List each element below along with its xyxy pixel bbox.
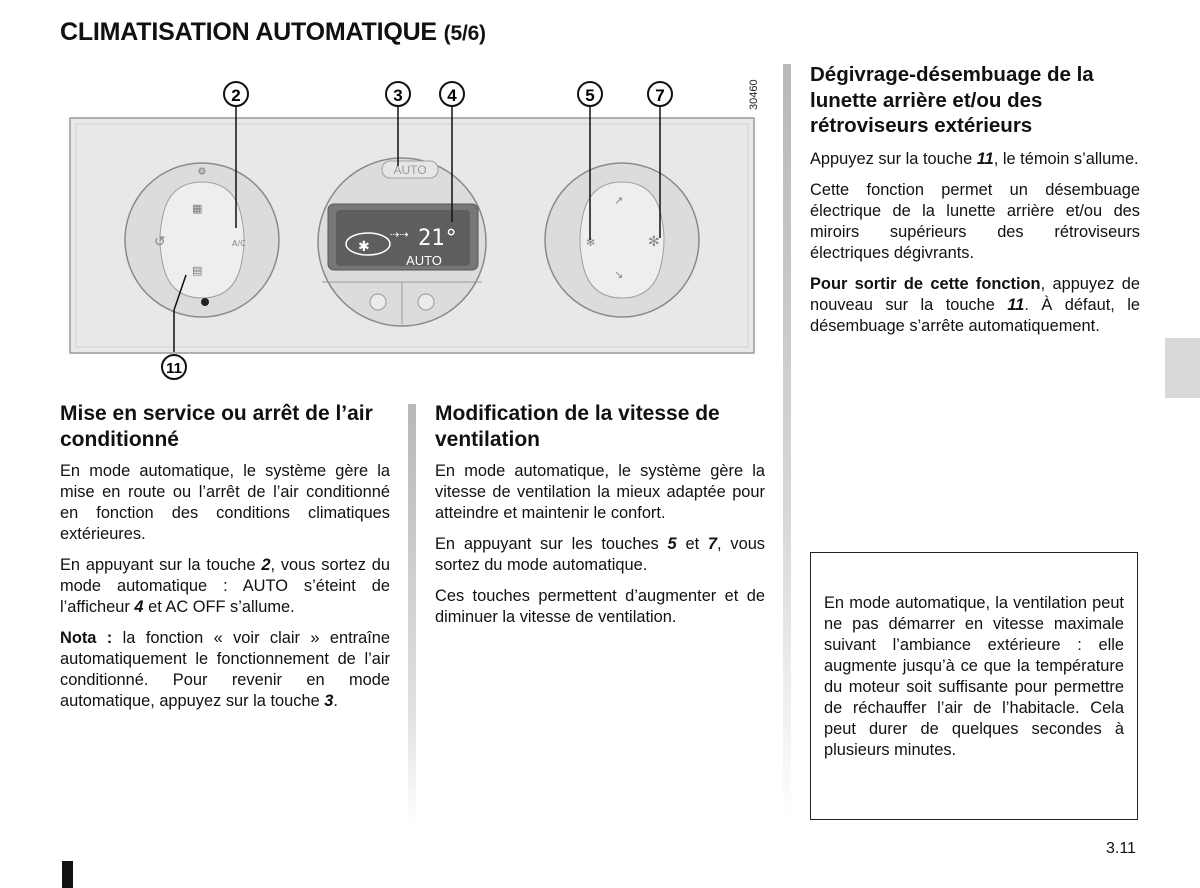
svg-text:5: 5 xyxy=(585,86,595,105)
svg-text:7: 7 xyxy=(655,86,665,105)
svg-text:4: 4 xyxy=(447,86,457,105)
ac-off-icon: A/C xyxy=(232,239,246,248)
fan-speed-up-icon: ✻ xyxy=(648,234,660,250)
page-title-main: CLIMATISATION AUTOMATIQUE xyxy=(60,18,437,46)
paragraph: En mode automatique, le système gère la mise en route ou l’arrêt de l’air conditionné en fonction des conditions climatiques extérieures. xyxy=(60,462,390,543)
display-airflow-icon: ⇢⇢ xyxy=(390,228,409,241)
callout-4 xyxy=(440,82,464,106)
fan-speed-down-icon: ✻ xyxy=(586,236,596,249)
temp-up-button xyxy=(418,294,434,310)
key-reference: 4 xyxy=(134,598,144,616)
page-number: 3.11 xyxy=(1106,840,1136,857)
note-box xyxy=(810,552,1138,820)
temp-down-button xyxy=(370,294,386,310)
display-mode: AUTO xyxy=(406,253,442,268)
section-defrost xyxy=(810,62,1140,347)
key-reference: 7 xyxy=(707,535,718,553)
defrost-indicator-led xyxy=(201,298,209,306)
callout-5 xyxy=(578,82,602,106)
callout-3 xyxy=(386,82,410,106)
note-box-text: En mode automatique, la ventilation peut ne pas démarrer en vitesse maximale suivant l’ambiance extérieure : elle augmente jusqu’à ce que la température du moteur soit suffisante pour permettre de réchauffer l’air de l’habitacle. Cela peut durer de quelques secondes à plusieurs minutes. xyxy=(824,594,1124,759)
display-temperature: 21° xyxy=(418,226,458,251)
key-reference: 3 xyxy=(324,692,334,710)
climate-panel-figure xyxy=(60,70,770,390)
callout-2 xyxy=(224,82,248,106)
note-label: Nota : xyxy=(60,629,113,647)
chapter-tab xyxy=(1165,338,1200,398)
airflow-down-icon: ↘ xyxy=(614,268,624,281)
paragraph: Ces touches permettent d’augmenter et de diminuer la vitesse de ventilation. xyxy=(435,587,765,626)
paragraph: En appuyant sur la touche 2, vous sortez du mode automatique : AUTO s’éteint de l’afficheur 4 et AC OFF s’allume. xyxy=(60,556,391,616)
paragraph: Pour sortir de cette fonction, appuyez de nouveau sur la touche 11. À défaut, le désembuage s’arrête automatiquement. xyxy=(810,274,1141,335)
key-reference: 5 xyxy=(667,535,677,553)
corner-mark xyxy=(62,861,73,888)
section-heading: Mise en service ou arrêt de l’air conditionné xyxy=(60,402,373,451)
section-air-conditioning xyxy=(60,401,390,722)
key-reference: 11 xyxy=(976,149,994,168)
section-fan-speed xyxy=(435,401,765,638)
section-bar-right xyxy=(783,64,791,824)
display-fan-icon: ✱ xyxy=(358,239,370,255)
callout-7 xyxy=(648,82,672,106)
recirculation-icon: ↺ xyxy=(154,234,166,250)
page-title xyxy=(60,18,486,47)
svg-text:11: 11 xyxy=(166,360,182,377)
note-paragraph: Nota : la fonction « voir clair » entraîne automatiquement le fonctionnement de l’air conditionné. Pour revenir en mode automatique, appuyez sur la touche 3. xyxy=(60,629,390,710)
key-reference: 2 xyxy=(261,556,271,574)
climate-panel-illustration xyxy=(60,70,770,390)
section-bar-middle xyxy=(408,404,416,824)
callout-11 xyxy=(162,355,186,379)
svg-text:2: 2 xyxy=(231,86,241,105)
paragraph: Appuyez sur la touche 11, le témoin s’allume. xyxy=(810,149,1139,168)
knob-indicator-top xyxy=(199,168,205,174)
section-heading: Modification de la vitesse de ventilation xyxy=(435,402,720,451)
airflow-up-icon: ↗ xyxy=(614,194,624,207)
key-reference: 11 xyxy=(1007,295,1025,314)
rear-defrost-icon: ▦ xyxy=(192,202,203,215)
page-title-part: (5/6) xyxy=(443,22,486,45)
bold-lead: Pour sortir de cette fonction xyxy=(810,274,1041,293)
paragraph: Cette fonction permet un désembuage électrique de la lunette arrière et/ou des miroirs supérieurs des rétroviseurs électriques dégivrants. xyxy=(810,180,1140,262)
rear-window-defrost-icon: ▤ xyxy=(192,264,203,277)
paragraph: En mode automatique, le système gère la vitesse de ventilation la mieux adaptée pour atteindre et maintenir le confort. xyxy=(435,462,765,522)
svg-text:3: 3 xyxy=(393,86,403,105)
auto-button-label: AUTO xyxy=(393,163,427,177)
section-heading: Dégivrage-désembuage de la lunette arrière et/ou des rétroviseurs extérieurs xyxy=(810,63,1094,137)
paragraph: En appuyant sur les touches 5 et 7, vous sortez du mode automatique. xyxy=(435,535,766,574)
figure-reference: 30460 xyxy=(748,79,760,110)
